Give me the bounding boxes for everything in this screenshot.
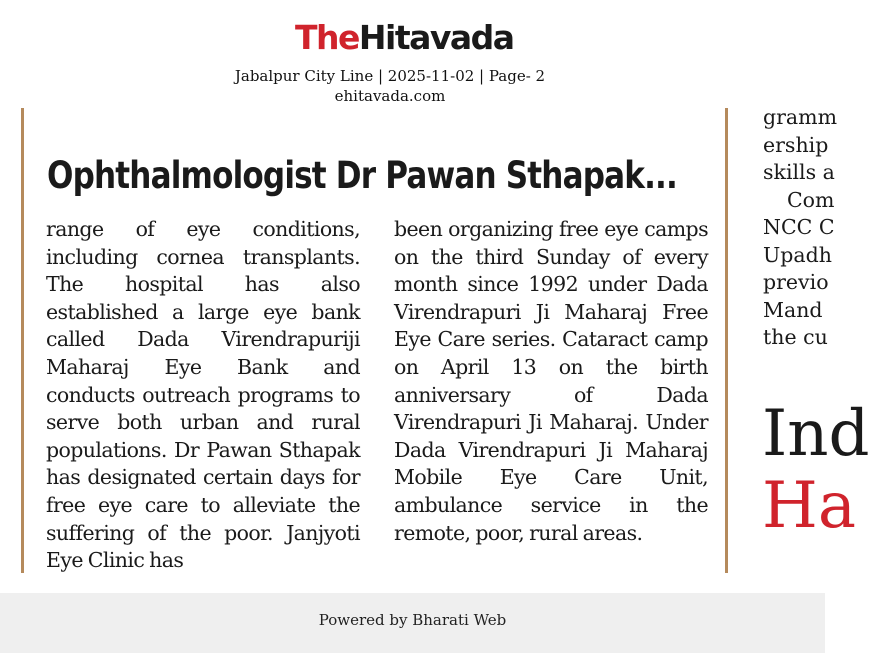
side-line: skills a xyxy=(763,160,835,184)
adjacent-article-text xyxy=(763,104,838,352)
edition-info: Jabalpur City Line | 2025-11-02 | Page- 2 xyxy=(234,67,546,85)
website-link[interactable]: ehitavada.com xyxy=(334,87,446,105)
side-line: Upadh xyxy=(763,242,832,267)
side-line: Mand xyxy=(763,297,823,322)
right-column-rule xyxy=(725,108,728,573)
article-column-2: been organizing free eye camps on the third Sunday of every month since 1992 under Dada Virendrapuri Ji Maharaj Free Eye Care series. Cataract camp on April 13 on the birth anniversary of Dada Virendrapuri Ji Maharaj. Under Dada Virendrapuri Ji Maharaj Mobile Eye Care Unit, ambulance service in the remote, poor, rural areas. xyxy=(394,217,708,545)
article-headline: Ophthalmologist Dr Pawan Sthapak... xyxy=(47,154,677,197)
side-line: gramm xyxy=(763,105,838,129)
logo-hitavada: Hitavada xyxy=(358,18,514,57)
adjacent-headline-line-2: Ha xyxy=(762,469,856,543)
side-line: NCC C xyxy=(763,215,835,239)
powered-by-link[interactable]: Powered by Bharati Web xyxy=(318,611,507,629)
footer-bar xyxy=(0,593,825,653)
side-line: Com xyxy=(787,187,835,212)
side-line: the cu xyxy=(763,325,828,349)
adjacent-headline-line-1: Ind xyxy=(762,397,869,471)
side-line: previo xyxy=(763,270,829,294)
article-column-1: range of eye conditions, including cornea transplants. The hospital has also established a large eye bank called Dada Virendrapuriji Maharaj Eye Bank and conducts outreach programs to serve both urban and rural populations. Dr Pawan Sthapak has designated certain days for free eye care to alleviate the suffering of the poor. Janjyoti Eye Clinic has xyxy=(46,217,360,573)
logo-the: The xyxy=(295,18,359,57)
adjacent-headline xyxy=(762,397,869,543)
left-column-rule xyxy=(21,108,24,573)
side-line: ership xyxy=(763,132,829,157)
newspaper-logo[interactable] xyxy=(295,18,514,58)
